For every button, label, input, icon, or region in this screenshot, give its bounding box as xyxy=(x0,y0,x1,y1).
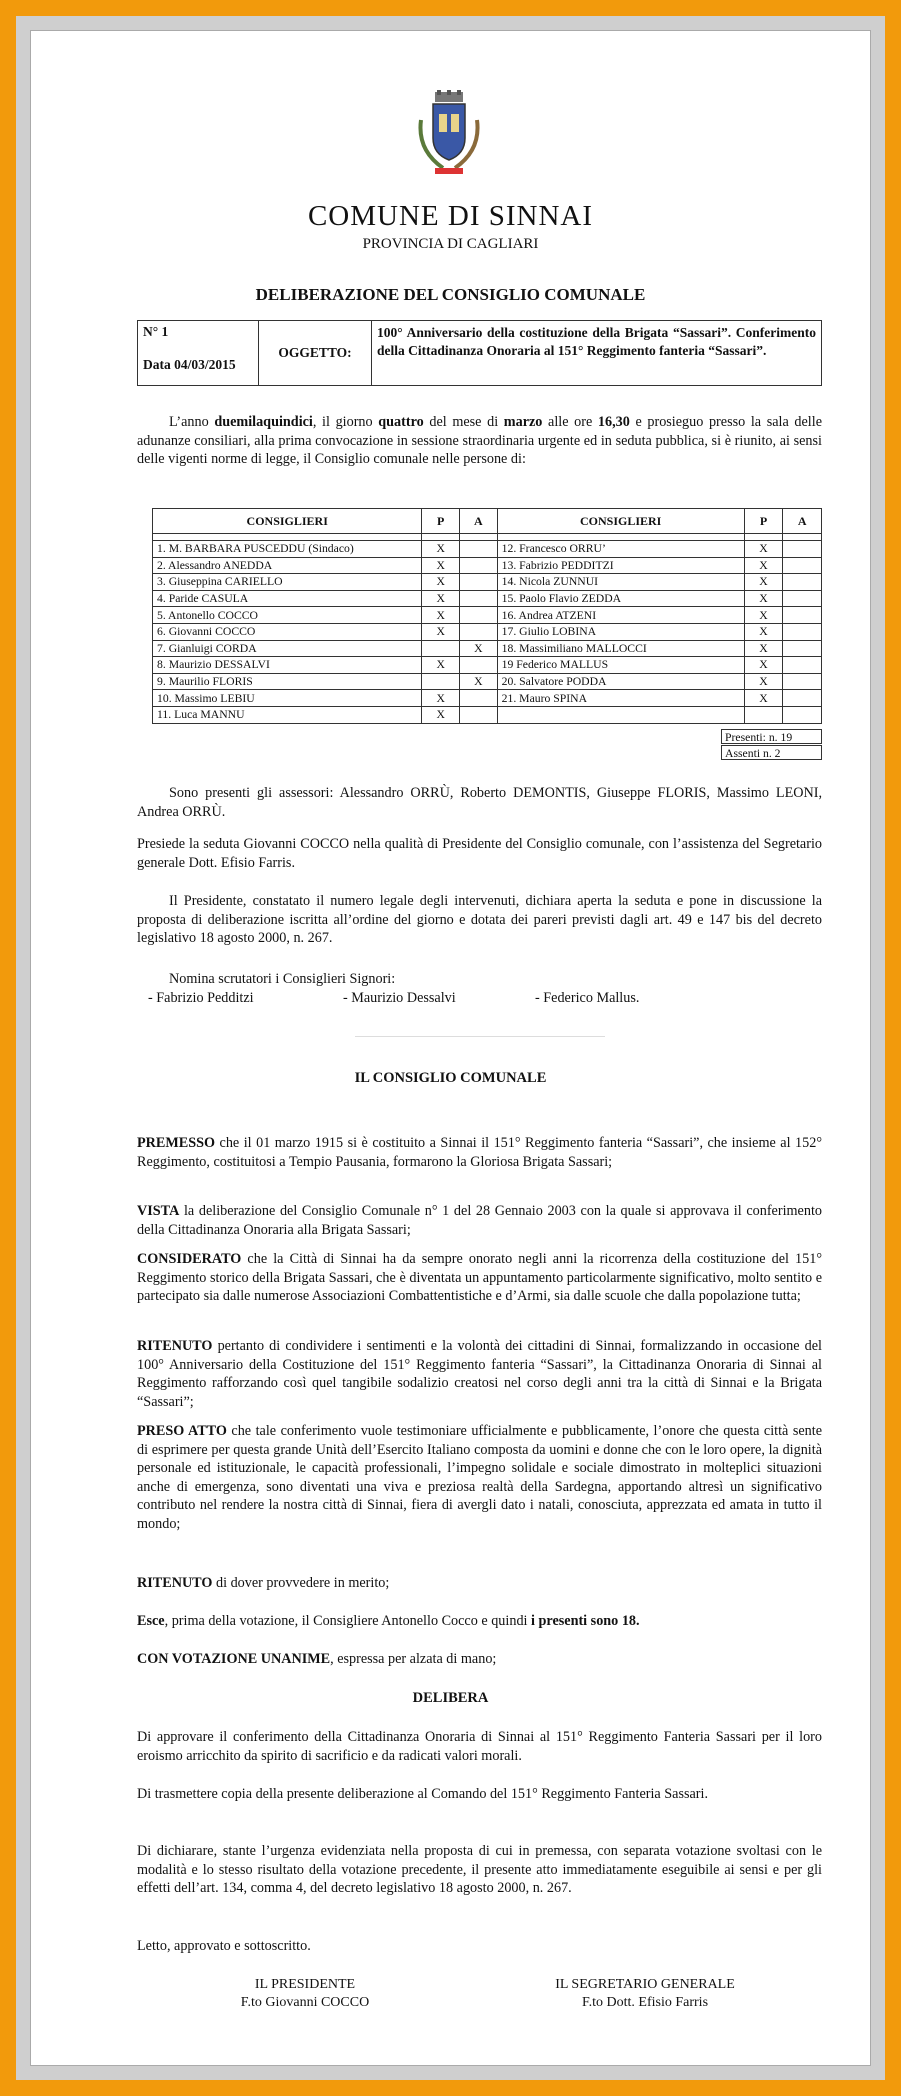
absent-mark: X xyxy=(460,640,498,657)
present-mark: X xyxy=(744,590,783,607)
councillor-name: 15. Paolo Flavio ZEDDA xyxy=(497,590,744,607)
councillor-name: 17. Giulio LOBINA xyxy=(497,623,744,640)
column-header: CONSIGLIERI xyxy=(497,509,744,534)
delibera-heading: DELIBERA xyxy=(412,1690,489,1706)
president-signature xyxy=(210,1976,400,2012)
divider xyxy=(355,1036,605,1037)
absent-mark xyxy=(460,557,498,574)
premise-paragraph: CONSIDERATO che la Città di Sinnai ha da sempre onorato negli anni la ricorrenza della costituzione del 151° Reggimento storico della Brigata Sassari, che è diventata un appuntamento particolarmente significativo, molto sentito e partecipato sia dalle numerose Associazioni Combattentistiche e d’Armi, sia dalle scuole che dalla popolazione tutta; xyxy=(137,1251,822,1304)
column-header: P xyxy=(744,509,783,534)
present-mark: X xyxy=(422,590,460,607)
absent-mark xyxy=(783,690,822,707)
deliberation-date: Data 04/03/2015 xyxy=(143,357,236,372)
secretary-signature xyxy=(530,1976,760,2012)
present-mark: X xyxy=(422,574,460,591)
letto-line: Letto, approvato e sottoscritto. xyxy=(137,1938,311,1954)
premise-paragraph: PRESO ATTO che tale conferimento vuole testimoniare ufficialmente e pubblicamente, l’onore che questa città sente di esprimere per questa grande Unità dell’Esercito Italiano composta da uomini e donne che con le loro opere, la dignità personale ed istituzionale, le capacità professionali, l’impegno solidale e sociale dimostrato in molteplici situazioni anche di emergenza, sono diventati una viva e preziosa realtà della Sardegna, apportando altresì un significativo contributo nel rendere la nostra città di Sinnai, fiera di avergli dato i natali, conosciuta, apprezzata ed amata in tutto il mondo; xyxy=(137,1423,823,1532)
premise-paragraph: RITENUTO pertanto di condividere i sentimenti e la volontà dei cittadini di Sinnai, formalizzando in occasione del 100° Anniversario della Costituzione del 151° Reggimento fanteria “Sassari”, la Cittadinanza Onoraria di Sinnai al Reggimento rafforzando così quel tangibile sodalizio creatosi nel corso degli anni tra la città di Sinnai e la Brigata “Sassari”; xyxy=(137,1338,822,1410)
present-mark: X xyxy=(744,557,783,574)
table-row xyxy=(153,557,822,574)
councillor-name: 3. Giuseppina CARIELLO xyxy=(153,574,422,591)
councillor-name: 5. Antonello COCCO xyxy=(153,607,422,624)
table-row xyxy=(153,690,822,707)
present-mark: X xyxy=(744,607,783,624)
intro-paragraph: L’anno duemilaquindici, il giorno quattro del mese di marzo alle ore 16,30 e prosieguo presso la sala delle adunanze consiliari, alla prima convocazione in sessione straordinaria urgente ed in seduta pubblica, si è riunito, ai sensi delle vigenti norme di legge, il Consiglio comunale nelle persone di: xyxy=(137,414,822,467)
present-count: Presenti: n. 19 xyxy=(721,729,822,744)
present-mark: X xyxy=(422,607,460,624)
present-mark xyxy=(422,673,460,690)
document-page xyxy=(30,30,871,2066)
document-frame xyxy=(16,16,885,2080)
absent-mark xyxy=(783,557,822,574)
present-mark: X xyxy=(422,690,460,707)
councillor-name: 8. Maurizio DESSALVI xyxy=(153,657,422,674)
absent-mark: X xyxy=(460,673,498,690)
absent-mark xyxy=(783,640,822,657)
councillor-name: 18. Massimiliano MALLOCCI xyxy=(497,640,744,657)
absent-mark xyxy=(460,690,498,707)
present-mark: X xyxy=(744,640,783,657)
present-mark: X xyxy=(422,657,460,674)
scrutatore-name: - Maurizio Dessalvi xyxy=(343,990,456,1006)
councillor-name xyxy=(497,706,744,723)
councillor-name: 2. Alessandro ANEDDA xyxy=(153,557,422,574)
votazione-paragraph: CON VOTAZIONE UNANIME, espressa per alzata di mano; xyxy=(137,1651,497,1667)
table-spacer-row xyxy=(153,534,822,541)
column-header: A xyxy=(460,509,498,534)
present-mark: X xyxy=(744,574,783,591)
absent-mark xyxy=(460,657,498,674)
councillor-name: 11. Luca MANNU xyxy=(153,706,422,723)
object-label: OGGETTO: xyxy=(259,321,372,386)
column-header: P xyxy=(422,509,460,534)
table-row xyxy=(153,607,822,624)
absent-mark xyxy=(783,607,822,624)
absent-mark xyxy=(783,541,822,558)
present-mark xyxy=(422,640,460,657)
councillor-name: 4. Paride CASULA xyxy=(153,590,422,607)
absent-mark xyxy=(460,623,498,640)
present-mark: X xyxy=(744,690,783,707)
column-header: CONSIGLIERI xyxy=(153,509,422,534)
absent-mark xyxy=(783,657,822,674)
coat-of-arms-icon xyxy=(413,90,485,190)
councillor-name: 13. Fabrizio PEDDITZI xyxy=(497,557,744,574)
council-attendance-table xyxy=(152,508,822,724)
council-heading: IL CONSIGLIO COMUNALE xyxy=(354,1070,547,1086)
province-subtitle: PROVINCIA DI CAGLIARI xyxy=(362,236,539,252)
present-mark: X xyxy=(744,657,783,674)
absent-count: Assenti n. 2 xyxy=(721,745,822,760)
absent-mark xyxy=(460,590,498,607)
councillor-name: 7. Gianluigi CORDA xyxy=(153,640,422,657)
municipality-title: COMUNE DI SINNAI xyxy=(307,200,594,232)
absent-mark xyxy=(783,673,822,690)
absent-mark xyxy=(783,706,822,723)
signature-title: IL PRESIDENTE xyxy=(254,1977,356,1992)
object-text: 100° Anniversario della costituzione della Brigata “Sassari”. Conferimento della Cittadinanza Onoraria al 151° Reggimento fanteria “Sassari”. xyxy=(372,321,822,386)
premise-paragraph: PREMESSO che il 01 marzo 1915 si è costituito a Sinnai il 151° Reggimento fanteria “Sassari”, che insieme al 152° Reggimento, costituitosi a Tempio Pausania, formarono la Gloriosa Brigata Sassari; xyxy=(137,1135,822,1170)
present-mark: X xyxy=(422,541,460,558)
table-header-row xyxy=(153,509,822,534)
delibera-item: Di trasmettere copia della presente deliberazione al Comando del 151° Reggimento Fanteria Sassari. xyxy=(137,1786,709,1802)
document-title: DELIBERAZIONE DEL CONSIGLIO COMUNALE xyxy=(255,285,646,304)
scrutatore-name: - Fabrizio Pedditzi xyxy=(148,990,254,1006)
councillor-name: 1. M. BARBARA PUSCEDDU (Sindaco) xyxy=(153,541,422,558)
present-mark: X xyxy=(744,623,783,640)
councillor-name: 12. Francesco ORRU’ xyxy=(497,541,744,558)
absent-mark xyxy=(460,541,498,558)
councillor-name: 20. Salvatore PODDA xyxy=(497,673,744,690)
absent-mark xyxy=(783,623,822,640)
delibera-item: Di approvare il conferimento della Cittadinanza Onoraria di Sinnai al 151° Reggimento Fanteria Sassari per il loro eroismo arricchito da spirito di sacrificio e da radicati valori morali. xyxy=(137,1729,822,1764)
absent-mark xyxy=(783,590,822,607)
table-row xyxy=(153,673,822,690)
table-row xyxy=(153,574,822,591)
councillor-name: 10. Massimo LEBIU xyxy=(153,690,422,707)
present-mark: X xyxy=(422,706,460,723)
signature-name: F.to Dott. Efisio Farris xyxy=(581,1995,709,2010)
object-box xyxy=(137,320,822,386)
esce-paragraph: Esce, prima della votazione, il Consigliere Antonello Cocco e quindi i presenti sono 18. xyxy=(137,1613,640,1629)
absent-mark xyxy=(460,706,498,723)
object-number-cell xyxy=(138,321,259,386)
present-mark: X xyxy=(744,673,783,690)
table-row xyxy=(153,640,822,657)
councillor-name: 16. Andrea ATZENI xyxy=(497,607,744,624)
present-mark xyxy=(744,706,783,723)
scrutatore-name: - Federico Mallus. xyxy=(535,990,640,1006)
table-row xyxy=(153,623,822,640)
present-mark: X xyxy=(422,557,460,574)
scrutatori-label: Nomina scrutatori i Consiglieri Signori: xyxy=(169,971,396,987)
presidente-paragraph: Il Presidente, constatato il numero legale degli intervenuti, dichiara aperta la seduta e pone in discussione la proposta di deliberazione iscritta all’ordine del giorno e dotata dei pareri previsti dagli art. 49 e 147 bis del decreto legislativo 18 agosto 2000, n. 267. xyxy=(137,893,822,946)
councillor-name: 19 Federico MALLUS xyxy=(497,657,744,674)
absent-mark xyxy=(460,607,498,624)
column-header: A xyxy=(783,509,822,534)
table-row xyxy=(153,541,822,558)
table-row xyxy=(153,706,822,723)
signature-name: F.to Giovanni COCCO xyxy=(240,1995,370,2010)
assessori-paragraph: Sono presenti gli assessori: Alessandro ORRÙ, Roberto DEMONTIS, Giuseppe FLORIS, Massimo LEONI, Andrea ORRÙ. xyxy=(137,785,822,820)
absent-mark xyxy=(783,574,822,591)
councillor-name: 21. Mauro SPINA xyxy=(497,690,744,707)
table-row xyxy=(153,657,822,674)
councillor-name: 14. Nicola ZUNNUI xyxy=(497,574,744,591)
table-row xyxy=(153,590,822,607)
premise-paragraph: VISTA la deliberazione del Consiglio Comunale n° 1 del 28 Gennaio 2003 con la quale si approvava il conferimento della Cittadinanza Onoraria alla Brigata Sassari; xyxy=(137,1203,822,1238)
delibera-item: Di dichiarare, stante l’urgenza evidenziata nella proposta di cui in premessa, con separata votazione svoltasi con le modalità e lo stesso risultato della votazione precedente, il presente atto immediatamente eseguibile ai sensi e per gli effetti dell’art. 134, comma 4, del decreto legislativo 18 agosto 2000, n. 267. xyxy=(137,1843,822,1896)
present-mark: X xyxy=(422,623,460,640)
ritenuto-paragraph: RITENUTO di dover provvedere in merito; xyxy=(137,1575,390,1591)
councillor-name: 9. Maurilio FLORIS xyxy=(153,673,422,690)
councillor-name: 6. Giovanni COCCO xyxy=(153,623,422,640)
signature-title: IL SEGRETARIO GENERALE xyxy=(555,1977,735,1992)
deliberation-number: N° 1 xyxy=(143,324,169,339)
presiede-paragraph: Presiede la seduta Giovanni COCCO nella qualità di Presidente del Consiglio comunale, con l’assistenza del Segretario generale Dott. Efisio Farris. xyxy=(137,836,822,871)
present-mark: X xyxy=(744,541,783,558)
absent-mark xyxy=(460,574,498,591)
